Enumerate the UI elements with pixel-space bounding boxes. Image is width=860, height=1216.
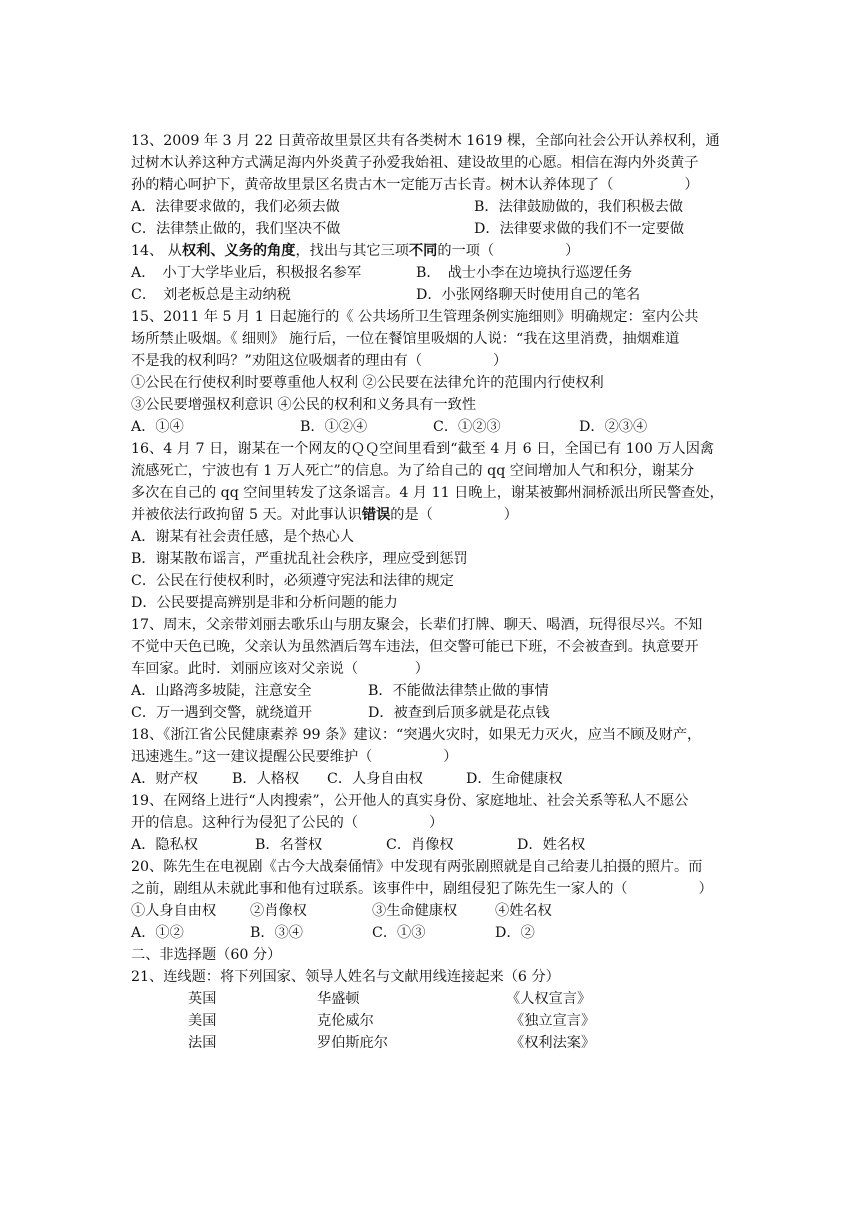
q20-item-3: ③生命健康权 xyxy=(372,903,458,919)
q14-bold-different: 不同 xyxy=(408,243,438,259)
q21-title: 21、连线题：将下列国家、领导人姓名与文献用线连接起来（6 分） xyxy=(131,969,560,985)
q20-option-d: D．② xyxy=(495,925,535,941)
q19-option-b: B．名誉权 xyxy=(255,837,323,853)
q18-line-2: 迅速逃生。”这一建议提醒公民要维护（ ） xyxy=(131,749,458,765)
q15-line-2: 场所禁止吸烟。《 细则》 施行后，一位在餐馆里吸烟的人说：“我在这里消费，抽烟难道 xyxy=(131,331,680,347)
q17-option-a: A．山路湾多坡陡，注意安全 xyxy=(131,683,312,699)
q18-option-a: A．财产权 xyxy=(131,771,198,787)
q18-option-b: B．人格权 xyxy=(232,771,300,787)
section-2-heading: 二、非选择题（60 分） xyxy=(131,947,282,963)
q15-line-3: 不是我的权利吗？”劝阻这位吸烟者的理由有（ ） xyxy=(131,353,508,369)
q18-line-1: 18、《浙江省公民健康素养 99 条》建议：“突遇火灾时，如果无力灭火，应当不顾及财产， xyxy=(131,727,702,743)
q17-option-c: C．万一遇到交警，就绕道开 xyxy=(131,705,313,721)
q17-line-1: 17、周末，父亲带刘丽去歌乐山与朋友聚会，长辈们打牌、聊天、喝酒，玩得很尽兴。不知 xyxy=(131,617,703,633)
q14-mid: ，找出与其它三项 xyxy=(295,243,409,259)
q20-item-4: ④姓名权 xyxy=(495,903,552,919)
q20-option-c: C．①③ xyxy=(372,925,426,941)
q21-document-2: 《独立宣言》 xyxy=(510,1013,596,1029)
q16-option-b: B．谢某散布谣言，严重扰乱社会秩序，理应受到惩罚 xyxy=(131,551,468,567)
q21-document-1: 《人权宣言》 xyxy=(506,991,592,1007)
q21-document-3: 《权利法案》 xyxy=(510,1035,596,1051)
q14-option-b: B． 战士小李在边境执行巡逻任务 xyxy=(416,265,633,281)
q16-option-a: A．谢某有社会责任感，是个热心人 xyxy=(131,529,355,545)
q20-option-a: A．①② xyxy=(131,925,184,941)
q17-line-2: 不觉中天色已晚，父亲认为虽然酒后驾车违法，但交警可能已下班，不会被查到。执意要开 xyxy=(131,639,699,655)
q16-line-3: 多次在自己的 qq 空间里转发了这条谣言。4 月 11 日晚上，谢某被鄞州洞桥派出所民警查处， xyxy=(131,485,724,501)
q19-line-2: 开的信息。这种行为侵犯了公民的（ ） xyxy=(131,815,444,831)
q17-option-d: D．被查到后顶多就是花点钱 xyxy=(368,705,550,721)
q19-option-a: A．隐私权 xyxy=(131,837,198,853)
q16-line-4-post: 的是（ ） xyxy=(390,507,518,523)
q14-option-c: C． 刘老板总是主动纳税 xyxy=(131,287,291,303)
q21-leader-2: 克伦威尔 xyxy=(317,1013,374,1029)
q14-prefix: 14、 从 xyxy=(131,243,182,259)
q13-option-a: A．法律要求做的，我们必须去做 xyxy=(131,199,340,215)
q16-option-c: C．公民在行使权利时，必须遵守宪法和法律的规定 xyxy=(131,573,454,589)
q20-option-b: B．③④ xyxy=(250,925,303,941)
q13-line-2: 过树木认养这种方式满足海内外炎黄子孙爱我始祖、建设故里的心愿。相信在海内外炎黄子 xyxy=(131,155,699,171)
q16-line-2: 流感死亡，宁波也有 1 万人死亡”的信息。为了给自己的 qq 空间增加人气和积分，谢某分 xyxy=(131,463,695,479)
q13-line-3: 孙的精心呵护下，黄帝故里景区名贵古木一定能万古长青。树木认养体现了（ ） xyxy=(131,177,699,193)
q13-option-c: C．法律禁止做的，我们坚决不做 xyxy=(131,221,341,237)
q17-line-3: 车回家。此时．刘丽应该对父亲说（ ） xyxy=(131,661,429,677)
q13-option-b: B．法律鼓励做的，我们积极去做 xyxy=(474,199,684,215)
q16-line-4 xyxy=(131,504,518,526)
q21-leader-1: 华盛顿 xyxy=(317,991,360,1007)
q16-option-d: D．公民要提高辨别是非和分析问题的能力 xyxy=(131,595,398,611)
q15-option-d: D．②③④ xyxy=(579,419,648,435)
q20-item-2: ②肖像权 xyxy=(250,903,307,919)
q21-leader-3: 罗伯斯庇尔 xyxy=(317,1035,388,1051)
q14-line xyxy=(131,240,579,262)
q15-line-1: 15、2011 年 5 月 1 日起施行的《 公共场所卫生管理条例实施细则》明确规定：室内公共 xyxy=(131,309,699,325)
q13-option-d: D．法律要求做的我们不一定要做 xyxy=(474,221,685,237)
q17-option-b: B．不能做法律禁止做的事情 xyxy=(368,683,549,699)
q20-item-1: ①人身自由权 xyxy=(131,903,217,919)
q21-country-2: 美国 xyxy=(188,1013,217,1029)
q21-country-3: 法国 xyxy=(188,1035,217,1051)
q16-line-4-pre: 并被依法行政拘留 5 天。对此事认识 xyxy=(131,507,362,523)
q19-line-1: 19、在网络上进行“人肉搜索”，公开他人的真实身份、家庭地址、社会关系等私人不愿公 xyxy=(131,793,689,809)
q16-line-1: 16、4 月 7 日，谢某在一个网友的ＱＱ空间里看到“截至 4 月 6 日，全国已有 100 万人因禽 xyxy=(131,441,715,457)
q20-line-1: 20、陈先生在电视剧《古今大战秦俑情》中发现有两张剧照就是自己给妻儿拍摄的照片。而 xyxy=(131,859,703,875)
q15-option-c: C．①②③ xyxy=(433,419,501,435)
q14-option-d: D．小张网络聊天时使用自己的笔名 xyxy=(416,287,641,303)
q19-option-c: C．肖像权 xyxy=(386,837,454,853)
q15-option-a: A．①④ xyxy=(131,419,184,435)
q16-bold-wrong: 错误 xyxy=(361,507,391,523)
q21-country-1: 英国 xyxy=(188,991,217,1007)
q15-line-4: ①公民在行使权利时要尊重他人权利 ②公民要在法律允许的范围内行使权利 xyxy=(131,375,604,391)
q19-option-d: D．姓名权 xyxy=(517,837,586,853)
q14-option-a: A． 小丁大学毕业后，积极报名参军 xyxy=(131,265,362,281)
q14-bold-perspective: 权利、义务的角度 xyxy=(181,243,296,259)
q14-suffix: 的一项（ ） xyxy=(437,243,580,259)
q15-line-5: ③公民要增强权利意识 ④公民的权利和义务具有一致性 xyxy=(131,397,477,413)
q18-option-c: C．人身自由权 xyxy=(327,771,423,787)
q18-option-d: D．生命健康权 xyxy=(466,771,563,787)
q20-line-2: 之前，剧组从未就此事和他有过联系。该事件中，剧组侵犯了陈先生一家人的（ ） xyxy=(131,881,713,897)
q15-option-b: B．①②④ xyxy=(300,419,368,435)
q13-line-1: 13、2009 年 3 月 22 日黄帝故里景区共有各类树木 1619 棵，全部向社会公开认养权利，通 xyxy=(131,133,720,149)
